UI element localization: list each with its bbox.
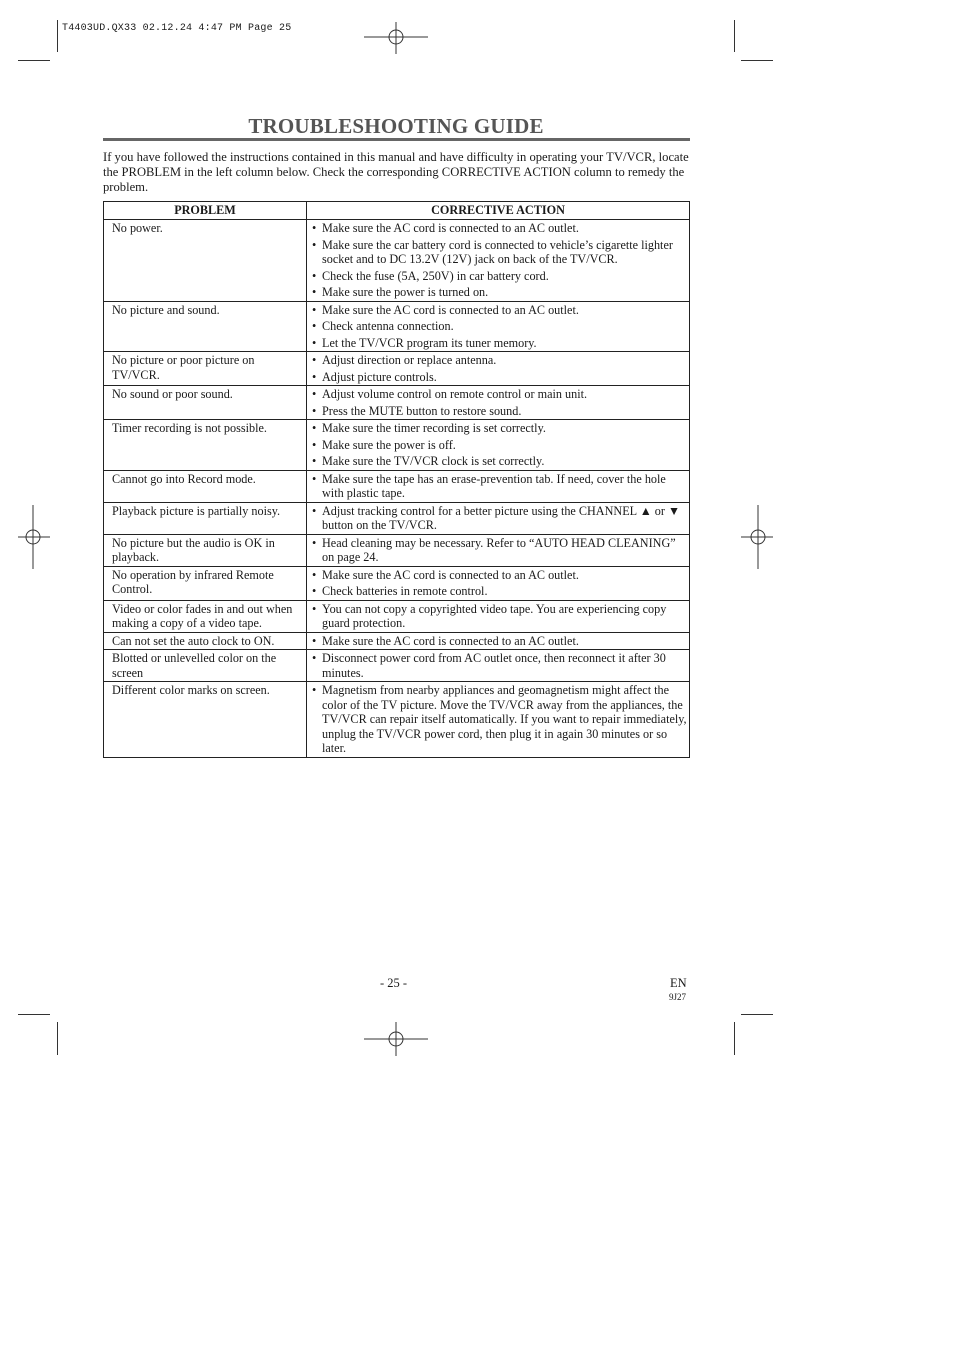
bullet-icon: • [312, 567, 317, 582]
action-item [312, 387, 687, 402]
page-title: TROUBLESHOOTING GUIDE [248, 114, 544, 138]
crop-mark [57, 20, 58, 52]
action-text: Check antenna connection. [322, 319, 454, 333]
crop-mark [734, 20, 735, 52]
action-text: Make sure the car battery cord is connected to vehicle’s cigarette lighter socket and to DC 13.2V (12V) jack on back of the TV/VCR. [322, 237, 673, 266]
action-text: Check the fuse (5A, 250V) in car battery cord. [322, 268, 549, 283]
action-item [312, 683, 687, 756]
action-text: Make sure the tape has an erase-prevention tab. If need, cover the hole with plastic tape. [322, 471, 666, 500]
crop-mark [741, 60, 773, 61]
bullet-icon: • [312, 268, 317, 283]
action-cell [307, 682, 690, 758]
action-text: Press the MUTE button to restore sound. [322, 403, 522, 418]
action-item [312, 602, 687, 631]
action-text: Make sure the AC cord is connected to an AC outlet. [322, 567, 579, 582]
action-cell [307, 220, 690, 302]
action-text: Make sure the AC cord is connected to an AC outlet. [322, 302, 579, 317]
action-cell [307, 420, 690, 471]
action-item [312, 438, 687, 453]
action-text: Disconnect power cord from AC outlet once, then reconnect it after 30 minutes. [322, 651, 666, 680]
table-row [104, 600, 690, 632]
bullet-icon: • [312, 503, 317, 518]
action-cell [307, 632, 690, 650]
action-item [312, 634, 687, 649]
table-row [104, 534, 690, 566]
action-text: Make sure the power is turned on. [322, 285, 489, 299]
action-text: Adjust picture controls. [322, 369, 437, 384]
table-row [104, 650, 690, 682]
registration-mark-icon [364, 1022, 428, 1056]
table-body [104, 220, 690, 758]
title-rule [103, 138, 690, 141]
problem-cell: No picture but the audio is OK in playback. [104, 534, 307, 566]
registration-mark-icon [18, 505, 50, 569]
table-row [104, 301, 690, 352]
problem-cell: Cannot go into Record mode. [104, 470, 307, 502]
problem-cell: Playback picture is partially noisy. [104, 502, 307, 534]
bullet-icon: • [312, 454, 317, 468]
problem-cell: Can not set the auto clock to ON. [104, 632, 307, 650]
action-item [312, 536, 687, 565]
bullet-icon: • [312, 302, 317, 317]
problem-cell: No power. [104, 220, 307, 302]
troubleshooting-table [103, 201, 690, 758]
problem-column-header: PROBLEM [104, 202, 307, 220]
bullet-icon: • [312, 601, 317, 616]
bullet-icon: • [312, 651, 317, 665]
problem-cell: No operation by infrared Remote Control. [104, 566, 307, 600]
bullet-icon: • [312, 403, 317, 418]
problem-cell: Different color marks on screen. [104, 682, 307, 758]
action-item [312, 370, 687, 385]
action-cell [307, 301, 690, 352]
action-column-header: CORRECTIVE ACTION [307, 202, 690, 220]
bullet-icon: • [312, 335, 317, 350]
action-item [312, 568, 687, 583]
action-item [312, 285, 687, 300]
crop-mark [734, 1022, 735, 1055]
table-row [104, 220, 690, 302]
action-text: Adjust direction or replace antenna. [322, 353, 497, 367]
crop-mark [741, 1014, 773, 1015]
action-text: Let the TV/VCR program its tuner memory. [322, 335, 537, 350]
action-text: Head cleaning may be necessary. Refer to “AUTO HEAD CLEANING” on page 24. [322, 535, 676, 564]
action-cell [307, 566, 690, 600]
action-text: You can not copy a copyrighted video tape. You are experiencing copy guard protection. [322, 601, 667, 630]
action-item [312, 269, 687, 284]
action-text: Make sure the timer recording is set correctly. [322, 421, 546, 435]
problem-cell: No picture or poor picture on TV/VCR. [104, 352, 307, 386]
problem-cell: Blotted or unlevelled color on the screen [104, 650, 307, 682]
document-code: 9J27 [669, 992, 687, 1002]
action-text: Magnetism from nearby appliances and geomagnetism might affect the color of the TV picture. Move the TV/VCR away from the appliances, the TV/VCR can repair itself automatically. If you want to repair immediately, unplug the TV/VCR power cord, then plug it in again 30 minutes or so later. [322, 683, 687, 755]
action-item [312, 336, 687, 351]
table-header-row [104, 202, 690, 220]
action-cell [307, 600, 690, 632]
action-text: Check batteries in remote control. [322, 584, 488, 598]
table-row [104, 566, 690, 600]
bullet-icon: • [312, 353, 317, 367]
bullet-icon: • [312, 319, 317, 333]
bullet-icon: • [312, 369, 317, 384]
bullet-icon: • [312, 683, 317, 697]
action-item [312, 319, 687, 334]
table-row [104, 386, 690, 420]
bullet-icon: • [312, 221, 317, 235]
action-cell [307, 502, 690, 534]
bullet-icon: • [312, 437, 317, 452]
bullet-icon: • [312, 237, 317, 252]
problem-cell: Video or color fades in and out when making a copy of a video tape. [104, 600, 307, 632]
action-cell [307, 470, 690, 502]
action-cell [307, 650, 690, 682]
action-text: Adjust tracking control for a better picture using the CHANNEL ▲ or ▼ button on the TV/VCR. [322, 503, 681, 532]
table-row [104, 632, 690, 650]
page-number: - 25 - [380, 976, 408, 990]
crop-mark [18, 60, 50, 61]
registration-mark-icon [741, 505, 773, 569]
action-text: Make sure the power is off. [322, 437, 456, 452]
action-item [312, 504, 687, 533]
action-item [312, 404, 687, 419]
table-row [104, 502, 690, 534]
table-row [104, 420, 690, 471]
action-text: Make sure the TV/VCR clock is set correctly. [322, 454, 545, 468]
language-code: EN [670, 976, 687, 990]
action-item [312, 221, 687, 236]
bullet-icon: • [312, 633, 317, 648]
problem-cell: No sound or poor sound. [104, 386, 307, 420]
action-item [312, 238, 687, 267]
bullet-icon: • [312, 471, 317, 486]
problem-cell: No picture and sound. [104, 301, 307, 352]
bullet-icon: • [312, 421, 317, 435]
table-row [104, 470, 690, 502]
action-item [312, 454, 687, 469]
crop-mark [18, 1014, 50, 1015]
action-text: Adjust volume control on remote control or main unit. [322, 387, 588, 401]
action-item [312, 472, 687, 501]
bullet-icon: • [312, 387, 317, 401]
action-cell [307, 386, 690, 420]
action-text: Make sure the AC cord is connected to an AC outlet. [322, 221, 579, 235]
problem-cell: Timer recording is not possible. [104, 420, 307, 471]
registration-mark-icon [364, 22, 428, 54]
intro-paragraph: If you have followed the instructions contained in this manual and have difficulty in operating your TV/VCR, locate the PROBLEM in the left column below. Check the corresponding CORRECTIVE ACTION column to remedy the problem. [103, 150, 689, 195]
table-row [104, 352, 690, 386]
print-slug: T4403UD.QX33 02.12.24 4:47 PM Page 25 [62, 23, 292, 34]
bullet-icon: • [312, 535, 317, 550]
action-item [312, 303, 687, 318]
bullet-icon: • [312, 584, 317, 598]
table-row [104, 682, 690, 758]
action-item [312, 353, 687, 368]
action-cell [307, 534, 690, 566]
crop-mark [57, 1022, 58, 1055]
action-item [312, 421, 687, 436]
bullet-icon: • [312, 285, 317, 299]
action-item [312, 584, 687, 599]
action-text: Make sure the AC cord is connected to an AC outlet. [322, 633, 579, 648]
action-item [312, 651, 687, 680]
action-cell [307, 352, 690, 386]
